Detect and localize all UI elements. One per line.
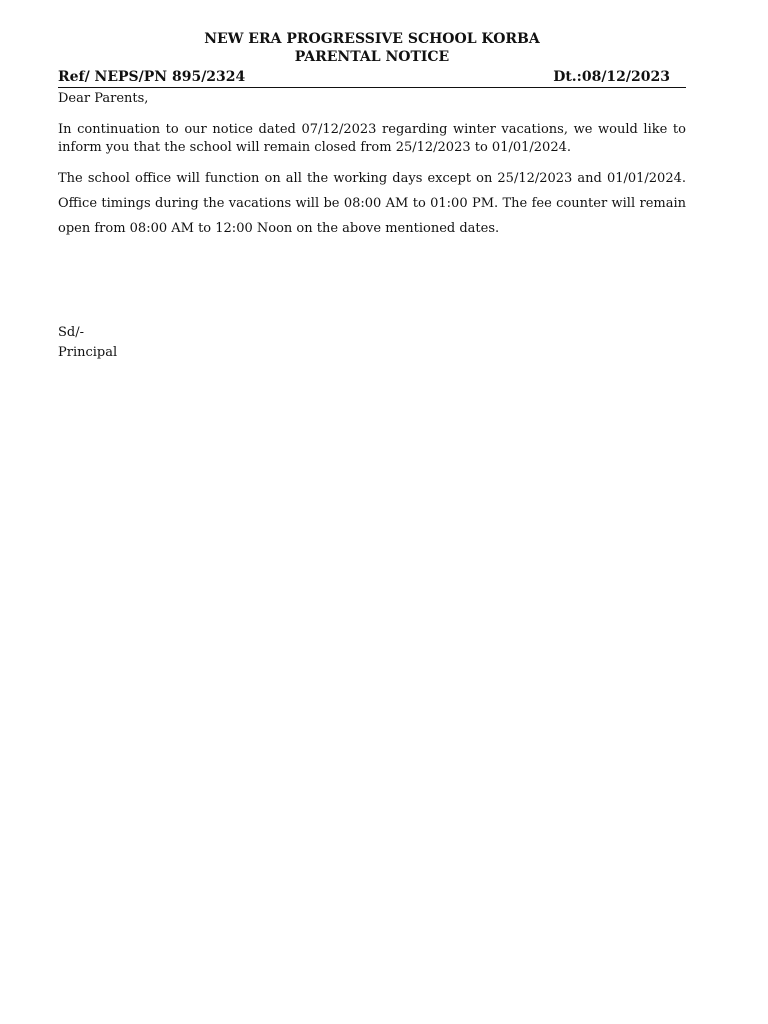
- reference-row: [58, 68, 686, 88]
- notice-date: Dt.:08/12/2023: [553, 69, 670, 85]
- paragraph-closure: In continuation to our notice dated 07/12/2023 regarding winter vacations, we would like to inform you that the school will remain closed from 25/12/2023 to 01/01/2024.: [58, 122, 686, 155]
- reference-number: Ref/ NEPS/PN 895/2324: [58, 69, 246, 85]
- notice-title: PARENTAL NOTICE: [294, 49, 450, 65]
- signature-designation: Principal: [58, 345, 118, 360]
- notice-document: [58, 30, 686, 241]
- school-name: NEW ERA PROGRESSIVE SCHOOL KORBA: [204, 31, 540, 47]
- paragraph-office-timings: The school office will function on all the working days except on 25/12/2023 and 01/01/2024. Office timings during the vacations will be 08:00 AM to 01:00 PM. The fee counter will remain open from 08:00 AM to 12:00 Noon on the above mentioned dates.: [58, 171, 686, 236]
- signature-sd: Sd/-: [58, 325, 84, 340]
- signature-block: [58, 323, 117, 363]
- salutation: Dear Parents,: [58, 91, 149, 106]
